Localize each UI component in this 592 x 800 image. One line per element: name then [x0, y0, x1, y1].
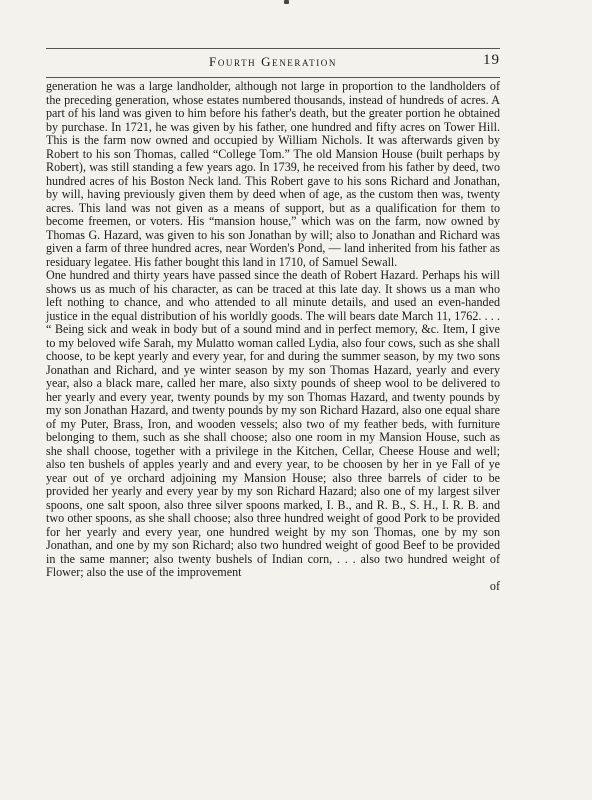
- body-text: [46, 80, 500, 593]
- scan-mark: [284, 0, 289, 4]
- page-header: [46, 48, 500, 78]
- page-number: 19: [483, 52, 500, 68]
- catchword: of: [489, 578, 500, 593]
- running-head: Fourth Generation: [208, 54, 338, 69]
- paragraph: generation he was a large landholder, although not large in proportion to the landholders of the preceding generation, whose estates numbered thousands, instead of hundreds of acres. A part of his land was given to him before his father's death, but the greater portion he obtained by purchase. In 1721, he was given by his father, one hundred and fifty acres on Tower Hill. This is the farm now owned and occupied by William Nichols. It was afterwards given by Robert to his son Thomas, called “College Tom.” The old Mansion House (built perhaps by Robert), was still standing a few years ago. In 1739, he received from his father by deed, two hundred acres of his Boston Neck land. This Robert gave to his sons Richard and Jonathan, by will, having previously given them by deed when of age, as the custom then was, twenty acres. This land was not given as a means of support, but as a qualification for them to become freemen, or voters. His “mansion house,” which was on the farm, now owned by Thomas G. Hazard, was given to his son Jonathan by will; also to Jonathan and Richard was given a farm of three hundred acres, near Worden's Pond, — land inherited from his father as residuary legatee. His father bought this land in 1710, of Samuel Sewall.: [46, 79, 500, 269]
- paragraph: One hundred and thirty years have passed since the death of Robert Hazard. Perhaps his will shows us as much of his character, as can be traced at this late day. It shows us a man who left nothing to chance, and who attended to all minute details, and used an even-handed justice in the equal distribution of his worldly goods. The will bears date March 11, 1762. . . . “ Being sick and weak in body but of a sound mind and in perfect memory, &c. Item, I give to my beloved wife Sarah, my Mulatto woman called Lydia, also four cows, such as she shall choose, to be kept yearly and every year, for and during the summer season, by my two sons Jonathan and Richard, and ye winter season by my son Thomas Hazard, yearly and every year, also a black mare, called her mare, also sixty pounds of sheep wool to be delivered to her yearly and every year, twenty pounds by my son Thomas Hazard, and twenty pounds by my son Jonathan Hazard, and twenty pounds by my son Richard Hazard, also one equal share of my Puter, Brass, Iron, and wooden vessels; also two of my feather beds, with furniture belonging to them, such as she shall choose; also one room in my Mansion House, such as she shall choose, together with a privilege in the Kitchen, Cellar, Cheese House and well; also ten bushels of apples yearly and and every year, to be choosen by her in ye Fall of ye year out of ye orchard adjoining my Mansion House; also three barrels of cider to be provided her yearly and every year by my son Richard Hazard; also one of my largest silver spoons, one salt spoon, also three silver spoons marked, I. B., and R. B., S. H., I. R. B. and two other spoons, as she shall choose; also three hundred weight of good Pork to be provided for her yearly and every year, one hundred weight by my son Thomas, one by my son Jonathan, and one by my son Richard; also two hundred weight of good Beef to be provided in the same manner; also twenty bushels of Indian corn, . . . also two hundred weight of Flower; also the use of the improvement: [46, 268, 500, 579]
